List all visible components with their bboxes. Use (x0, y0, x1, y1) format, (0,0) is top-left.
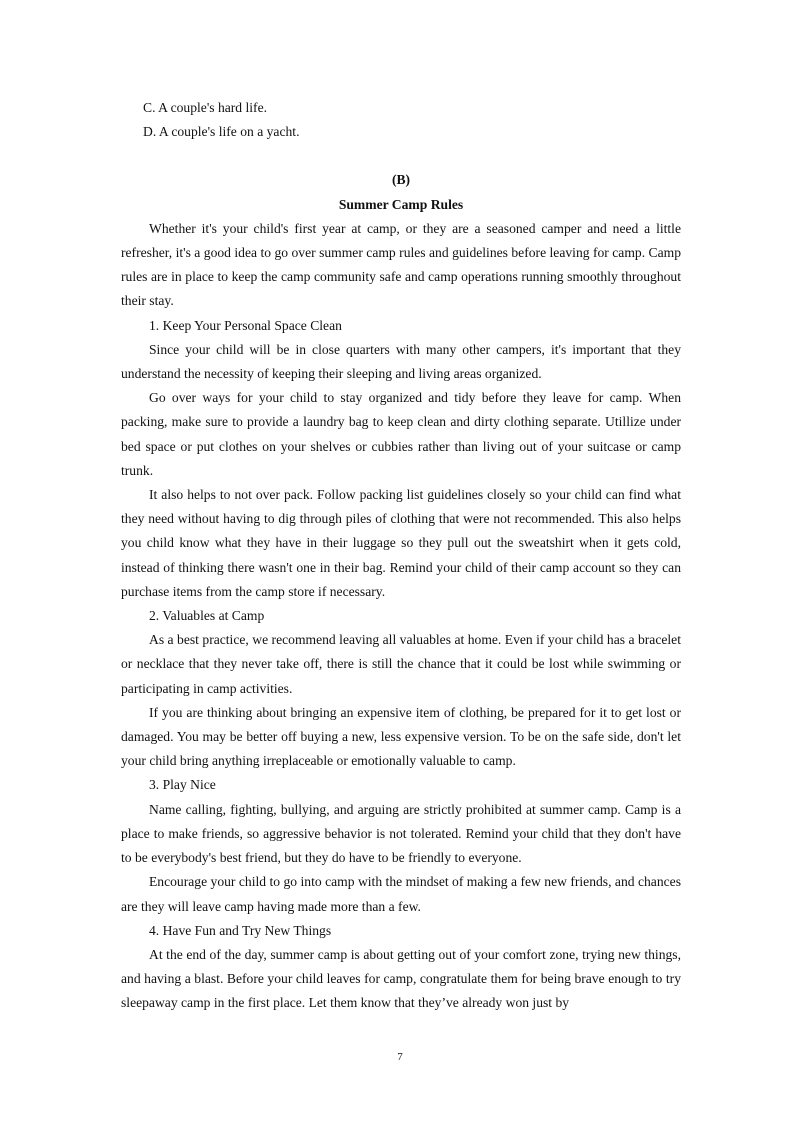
article-body (121, 217, 681, 1016)
answer-option-c: C. A couple's hard life. (143, 100, 268, 115)
rule-heading-4: 4. Have Fun and Try New Things (149, 922, 332, 938)
answer-option-d: D. A couple's life on a yacht. (143, 124, 300, 140)
section-label: (B) (391, 172, 411, 188)
paragraph: Encourage your child to go into camp with the mindset of making a few new friends, and chances are they will leave camp having made more than a few. (121, 874, 681, 914)
paragraph: Go over ways for your child to stay organized and tidy before they leave for camp. When packing, make sure to provide a laundry bag to keep clean and dirty clothing separate. Utillize under bed space or put clothes on your shelves or cubbies rather than living out of your suitcase or camp trunk. (121, 390, 681, 478)
paragraph: Name calling, fighting, bullying, and arguing are strictly prohibited at summer camp. Camp is a place to make friends, so aggressive behavior is not tolerated. Remind your child that they don't have to be everybody's best friend, but they do have to be friendly to everyone. (121, 801, 681, 866)
paragraph: If you are thinking about bringing an expensive item of clothing, be prepared for it to get lost or damaged. You may be better off buying a new, less expensive version. To be on the safe side, don't let your child bring anything irreplaceable or emotionally valuable to camp. (121, 704, 681, 769)
rule-heading-2: 2. Valuables at Camp (149, 608, 265, 624)
paragraph: It also helps to not over pack. Follow packing list guidelines closely so your child can find what they need without having to dig through piles of clothing that were not recommended. This also helps you child know what they have in their luggage so they pull out the sweatshirt when it gets cold, instead of thinking there wasn't one in their bag. Remind your child of their camp account so they can purchase items from the camp store if necessary. (121, 487, 681, 599)
paragraph: Whether it's your child's first year at camp, or they are a seasoned camper and need a little refresher, it's a good idea to go over summer camp rules and guidelines before leaving for camp. Camp rules are in place to keep the camp community safe and camp operations running smoothly throughout their stay. (121, 220, 681, 309)
article-title: Summer Camp Rules (338, 196, 464, 212)
document-page (121, 96, 681, 1016)
answer-options (121, 96, 681, 144)
rule-heading-3: 3. Play Nice (149, 777, 216, 793)
paragraph: At the end of the day, summer camp is about getting out of your comfort zone, trying new things, and having a blast. Before your child leaves for camp, congratulate them for being brave enough to try sleepaway camp in the first place. Let them know that they’ve already won just by (121, 946, 681, 1011)
paragraph: Since your child will be in close quarters with many other campers, it's important that they understand the necessity of keeping their sleeping and living areas organized. (121, 341, 681, 382)
paragraph: As a best practice, we recommend leaving all valuables at home. Even if your child has a bracelet or necklace that they never take off, there is still the chance that it could be lost while swimming or participating in camp activities. (121, 632, 681, 696)
rule-heading-1: 1. Keep Your Personal Space Clean (149, 317, 342, 333)
page-number: 7 (397, 1051, 403, 1063)
